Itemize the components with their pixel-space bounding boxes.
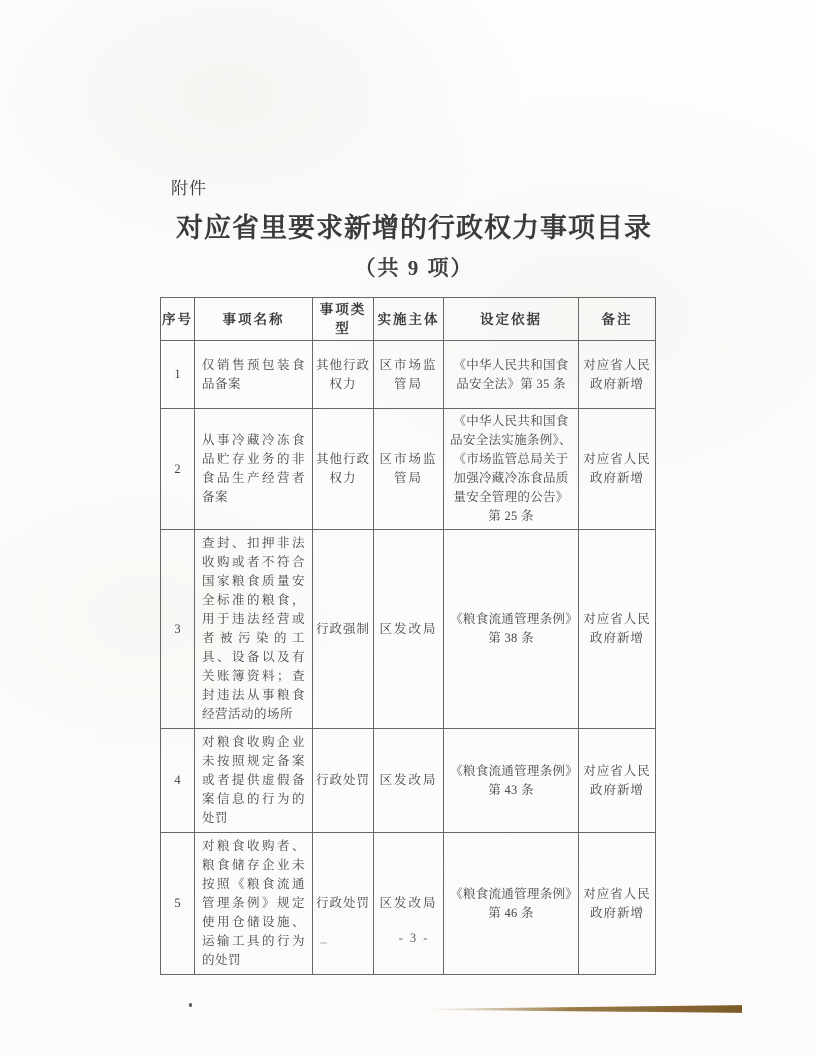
table-row (161, 729, 656, 833)
column-header-implementing-body: 实施主体 (374, 298, 444, 341)
cell-serial: 5 (161, 833, 195, 975)
cell-setting-basis: 《粮食流通管理条例》第 43 条 (444, 729, 579, 833)
cell-serial: 2 (161, 409, 195, 530)
page-number: - 3 - (398, 931, 430, 945)
cell-item-type: 其他行政权力 (313, 341, 374, 409)
cell-serial: 4 (161, 729, 195, 833)
cell-serial: 3 (161, 530, 195, 729)
cell-setting-basis: 《粮食流通管理条例》第 46 条 (444, 833, 579, 975)
cell-item-name: 仅销售预包装食品备案 (195, 341, 313, 409)
cell-remark: 对应省人民政府新增 (579, 341, 656, 409)
cell-item-name: 对粮食收购者、粮食储存企业未按照《粮食流通管理条例》规定使用仓储设施、运输工具的行为的处罚 (195, 833, 313, 975)
column-header-item-name: 事项名称 (195, 298, 313, 341)
cell-item-type: 行政强制 (313, 530, 374, 729)
table-row (161, 530, 656, 729)
column-header-setting-basis: 设定依据 (444, 298, 579, 341)
document-subtitle: （共 9 项） (354, 256, 474, 280)
column-header-serial: 序号 (161, 298, 195, 341)
table-header-row (161, 298, 656, 341)
cell-setting-basis: 《中华人民共和国食品安全法》第 35 条 (444, 341, 579, 409)
cell-item-name: 对粮食收购企业未按照规定备案或者提供虚假备案信息的行为的处罚 (195, 729, 313, 833)
cell-item-name: 查封、扣押非法收购或者不符合国家粮食质量安全标准的粮食，用于违法经营或者被污染的工具、设备以及有关账簿资料；查封违法从事粮食经营活动的场所 (195, 530, 313, 729)
cell-serial: 1 (161, 341, 195, 409)
table-row (161, 341, 656, 409)
cell-item-type: 行政处罚 (313, 833, 374, 975)
cell-item-name: 从事冷藏冷冻食品贮存业务的非食品生产经营者备案 (195, 409, 313, 530)
cell-implementing-body: 区发改局 (374, 530, 444, 729)
paper-edge-line (428, 1005, 742, 1013)
cell-setting-basis: 《中华人民共和国食品安全法实施条例》、《市场监管总局关于加强冷藏冷冻食品质量安全管理的公告》第 25 条 (444, 409, 579, 530)
ink-speck (189, 1003, 192, 1007)
document-title: 对应省里要求新增的行政权力事项目录 (176, 213, 652, 243)
table-row (161, 833, 656, 975)
cell-implementing-body: 区市场监管局 (374, 409, 444, 530)
attachment-label: 附件 (171, 179, 207, 198)
cell-remark: 对应省人民政府新增 (579, 729, 656, 833)
cell-remark: 对应省人民政府新增 (579, 833, 656, 975)
cell-remark: 对应省人民政府新增 (579, 530, 656, 729)
cell-item-type: 其他行政权力 (313, 409, 374, 530)
cell-item-type: 行政处罚 (313, 729, 374, 833)
column-header-item-type: 事项类型 (313, 298, 374, 341)
column-header-remarks: 备注 (579, 298, 656, 341)
items-table (160, 297, 656, 975)
cell-implementing-body: 区发改局 (374, 833, 444, 975)
faint-scan-mark (320, 942, 327, 944)
table-row (161, 409, 656, 530)
cell-setting-basis: 《粮食流通管理条例》第 38 条 (444, 530, 579, 729)
cell-remark: 对应省人民政府新增 (579, 409, 656, 530)
cell-implementing-body: 区市场监管局 (374, 341, 444, 409)
cell-implementing-body: 区发改局 (374, 729, 444, 833)
